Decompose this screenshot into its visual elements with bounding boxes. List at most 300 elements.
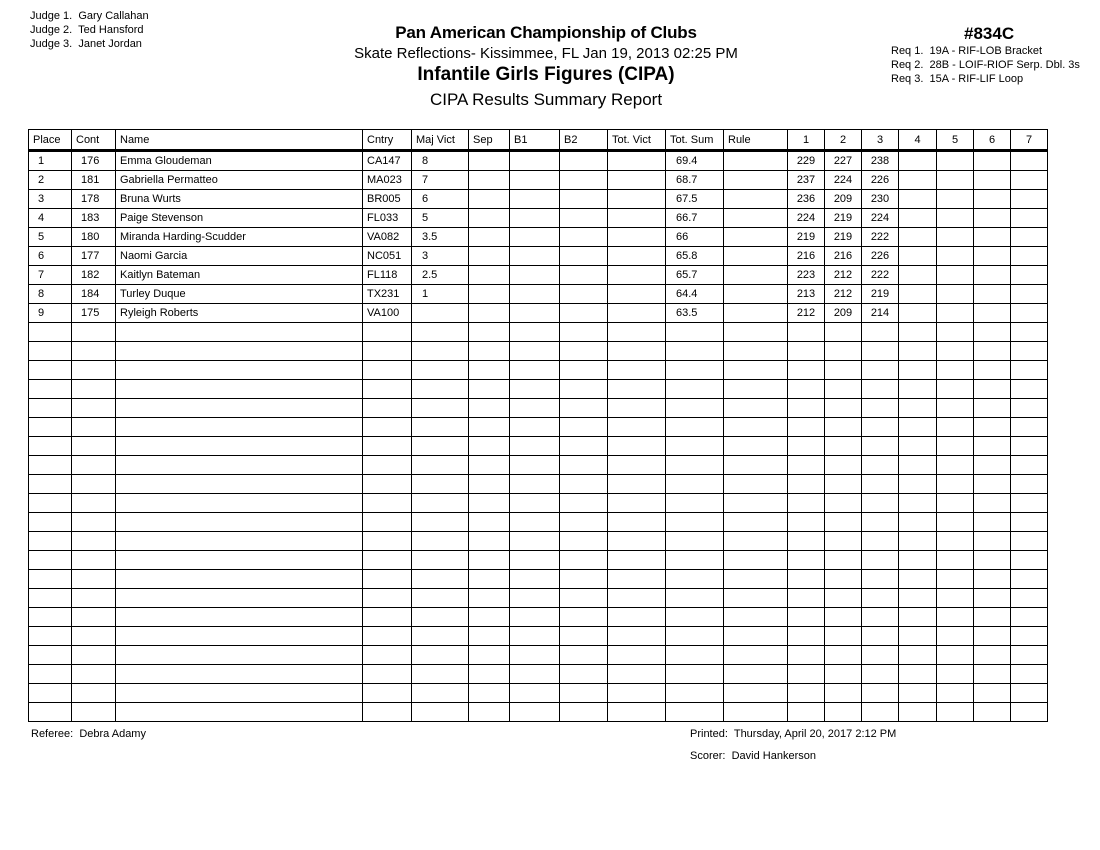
- table-row: [29, 285, 1048, 304]
- cell-cont: 181: [72, 171, 116, 190]
- cell-cont: 180: [72, 228, 116, 247]
- cell-judge-5: [937, 342, 974, 361]
- cell-tot-vict: [608, 151, 666, 171]
- cell-maj-vict: [412, 418, 469, 437]
- cell-name: [116, 456, 363, 475]
- cell-sep: [469, 684, 510, 703]
- cell-tot-vict: [608, 342, 666, 361]
- cell-judge-3: 226: [862, 247, 899, 266]
- cell-judge-3: [862, 570, 899, 589]
- cell-name: [116, 551, 363, 570]
- cell-cntry: [363, 589, 412, 608]
- cell-tot-vict: [608, 266, 666, 285]
- cell-judge-7: [1011, 665, 1048, 684]
- cell-tot-vict: [608, 190, 666, 209]
- cell-maj-vict: [412, 513, 469, 532]
- cell-b2: [560, 228, 608, 247]
- cell-judge-3: [862, 665, 899, 684]
- cell-judge-5: [937, 247, 974, 266]
- cell-b1: [510, 342, 560, 361]
- cell-judge-4: [899, 551, 937, 570]
- cell-cntry: [363, 570, 412, 589]
- cell-place: [29, 627, 72, 646]
- cell-judge-5: [937, 570, 974, 589]
- cell-tot-sum: [666, 399, 724, 418]
- cell-judge-2: [825, 437, 862, 456]
- cell-judge-7: [1011, 684, 1048, 703]
- cell-judge-6: [974, 475, 1011, 494]
- col-header-maj-vict: Maj Vict: [412, 130, 469, 151]
- cell-cont: [72, 494, 116, 513]
- cell-judge-4: [899, 608, 937, 627]
- cell-tot-sum: [666, 380, 724, 399]
- cell-place: [29, 494, 72, 513]
- cell-judge-2: [825, 589, 862, 608]
- cell-tot-vict: [608, 361, 666, 380]
- cell-judge-2: [825, 665, 862, 684]
- cell-cont: [72, 475, 116, 494]
- cell-judge-6: [974, 703, 1011, 722]
- table-row-empty: [29, 627, 1048, 646]
- cell-judge-4: [899, 304, 937, 323]
- cell-judge-4: [899, 513, 937, 532]
- cell-judge-1: [788, 323, 825, 342]
- cell-cntry: BR005: [363, 190, 412, 209]
- cell-rule: [724, 703, 788, 722]
- col-header-judge-2: 2: [825, 130, 862, 151]
- cell-judge-5: [937, 304, 974, 323]
- cell-name: [116, 627, 363, 646]
- cell-cont: 176: [72, 151, 116, 171]
- cell-judge-6: [974, 247, 1011, 266]
- cell-b1: [510, 494, 560, 513]
- cell-cont: 184: [72, 285, 116, 304]
- cell-judge-2: [825, 513, 862, 532]
- cell-tot-vict: [608, 285, 666, 304]
- cell-judge-4: [899, 418, 937, 437]
- cell-b1: [510, 304, 560, 323]
- cell-judge-4: [899, 285, 937, 304]
- cell-judge-4: [899, 171, 937, 190]
- cell-b1: [510, 285, 560, 304]
- cell-tot-vict: [608, 475, 666, 494]
- cell-cont: 182: [72, 266, 116, 285]
- cell-sep: [469, 570, 510, 589]
- cell-judge-7: [1011, 608, 1048, 627]
- cell-judge-7: [1011, 190, 1048, 209]
- cell-b1: [510, 437, 560, 456]
- table-header-row: [29, 130, 1048, 151]
- cell-cont: [72, 570, 116, 589]
- cell-judge-6: [974, 608, 1011, 627]
- cell-b2: [560, 304, 608, 323]
- table-row-empty: [29, 665, 1048, 684]
- cell-rule: [724, 399, 788, 418]
- cell-judge-5: [937, 361, 974, 380]
- cell-rule: [724, 532, 788, 551]
- cell-judge-4: [899, 323, 937, 342]
- cell-judge-5: [937, 190, 974, 209]
- cell-tot-sum: [666, 608, 724, 627]
- cell-b1: [510, 703, 560, 722]
- cell-judge-4: [899, 361, 937, 380]
- col-header-judge-1: 1: [788, 130, 825, 151]
- cell-b2: [560, 456, 608, 475]
- cell-judge-1: 223: [788, 266, 825, 285]
- cell-judge-2: [825, 399, 862, 418]
- cell-maj-vict: 2.5: [412, 266, 469, 285]
- cell-name: [116, 399, 363, 418]
- cell-maj-vict: [412, 456, 469, 475]
- cell-judge-3: [862, 494, 899, 513]
- cell-judge-6: [974, 551, 1011, 570]
- cell-judge-1: 236: [788, 190, 825, 209]
- table-row-empty: [29, 361, 1048, 380]
- cell-sep: [469, 171, 510, 190]
- cell-cntry: [363, 703, 412, 722]
- cell-name: [116, 361, 363, 380]
- cell-judge-4: [899, 589, 937, 608]
- cell-sep: [469, 494, 510, 513]
- cell-maj-vict: 3.5: [412, 228, 469, 247]
- cell-tot-vict: [608, 665, 666, 684]
- cell-b1: [510, 323, 560, 342]
- competition-title: Pan American Championship of Clubs: [395, 23, 697, 42]
- cell-tot-vict: [608, 494, 666, 513]
- cell-place: [29, 665, 72, 684]
- cell-judge-3: 219: [862, 285, 899, 304]
- cell-judge-7: [1011, 209, 1048, 228]
- cell-judge-1: 237: [788, 171, 825, 190]
- cell-b2: [560, 361, 608, 380]
- cell-place: 5: [29, 228, 72, 247]
- judge-1: Judge 1. Gary Callahan: [30, 10, 149, 22]
- cell-name: [116, 342, 363, 361]
- col-header-judge-4: 4: [899, 130, 937, 151]
- cell-judge-1: [788, 456, 825, 475]
- cell-place: [29, 646, 72, 665]
- cell-judge-2: 219: [825, 228, 862, 247]
- cell-b2: [560, 551, 608, 570]
- cell-tot-sum: [666, 589, 724, 608]
- cell-maj-vict: [412, 646, 469, 665]
- cell-tot-sum: 65.8: [666, 247, 724, 266]
- cell-b1: [510, 532, 560, 551]
- cell-rule: [724, 494, 788, 513]
- table-row-empty: [29, 589, 1048, 608]
- cell-tot-sum: 69.4: [666, 151, 724, 171]
- cell-place: 2: [29, 171, 72, 190]
- cell-maj-vict: [412, 399, 469, 418]
- cell-place: 9: [29, 304, 72, 323]
- cell-b1: [510, 228, 560, 247]
- cell-b1: [510, 151, 560, 171]
- cell-judge-6: [974, 323, 1011, 342]
- col-header-b1: B1: [510, 130, 560, 151]
- cell-judge-6: [974, 190, 1011, 209]
- cell-judge-3: [862, 684, 899, 703]
- cell-place: [29, 570, 72, 589]
- cell-rule: [724, 285, 788, 304]
- cell-rule: [724, 361, 788, 380]
- cell-judge-6: [974, 228, 1011, 247]
- cell-tot-vict: [608, 551, 666, 570]
- cell-judge-1: [788, 570, 825, 589]
- table-row-empty: [29, 418, 1048, 437]
- table-row-empty: [29, 608, 1048, 627]
- cell-cont: [72, 608, 116, 627]
- cell-judge-3: [862, 380, 899, 399]
- cell-b1: [510, 456, 560, 475]
- cell-name: [116, 570, 363, 589]
- cell-judge-7: [1011, 456, 1048, 475]
- cell-judge-5: [937, 513, 974, 532]
- cell-cntry: [363, 380, 412, 399]
- cell-judge-7: [1011, 171, 1048, 190]
- cell-judge-2: 219: [825, 209, 862, 228]
- cell-judge-3: [862, 703, 899, 722]
- cell-name: [116, 437, 363, 456]
- cell-name: [116, 475, 363, 494]
- cell-judge-2: [825, 703, 862, 722]
- cell-rule: [724, 437, 788, 456]
- cell-judge-2: [825, 418, 862, 437]
- table-row: [29, 247, 1048, 266]
- cell-judge-6: [974, 361, 1011, 380]
- cell-judge-6: [974, 437, 1011, 456]
- cell-judge-7: [1011, 304, 1048, 323]
- cell-judge-3: [862, 513, 899, 532]
- cell-cntry: TX231: [363, 285, 412, 304]
- cell-place: 1: [29, 151, 72, 171]
- cell-judge-2: 212: [825, 266, 862, 285]
- scorer: Scorer: David Hankerson: [690, 750, 816, 762]
- cell-judge-5: [937, 608, 974, 627]
- cell-judge-5: [937, 627, 974, 646]
- cell-judge-1: [788, 342, 825, 361]
- cell-cntry: VA082: [363, 228, 412, 247]
- cell-tot-vict: [608, 437, 666, 456]
- cell-maj-vict: [412, 342, 469, 361]
- cell-judge-1: 219: [788, 228, 825, 247]
- cell-tot-vict: [608, 228, 666, 247]
- referee-name: Debra Adamy: [79, 728, 146, 740]
- event-name: Infantile Girls Figures (CIPA): [417, 64, 675, 85]
- cell-cont: [72, 589, 116, 608]
- cell-cont: [72, 513, 116, 532]
- cell-judge-4: [899, 684, 937, 703]
- cell-judge-4: [899, 475, 937, 494]
- cell-judge-2: [825, 456, 862, 475]
- cell-judge-3: 238: [862, 151, 899, 171]
- cell-name: [116, 684, 363, 703]
- cell-cont: [72, 665, 116, 684]
- cell-cntry: [363, 494, 412, 513]
- cell-judge-5: [937, 171, 974, 190]
- cell-judge-5: [937, 589, 974, 608]
- cell-judge-6: [974, 266, 1011, 285]
- cell-place: [29, 589, 72, 608]
- cell-judge-1: [788, 646, 825, 665]
- cell-maj-vict: [412, 494, 469, 513]
- table-row-empty: [29, 684, 1048, 703]
- cell-maj-vict: [412, 608, 469, 627]
- cell-judge-6: [974, 151, 1011, 171]
- cell-sep: [469, 342, 510, 361]
- cell-judge-1: 229: [788, 151, 825, 171]
- cell-b1: [510, 171, 560, 190]
- cell-cntry: [363, 475, 412, 494]
- cell-judge-2: [825, 342, 862, 361]
- cell-judge-6: [974, 665, 1011, 684]
- cell-tot-vict: [608, 247, 666, 266]
- cell-judge-2: [825, 551, 862, 570]
- cell-cont: [72, 399, 116, 418]
- cell-rule: [724, 418, 788, 437]
- table-row: [29, 171, 1048, 190]
- cell-judge-4: [899, 665, 937, 684]
- cell-maj-vict: 3: [412, 247, 469, 266]
- cell-judge-5: [937, 475, 974, 494]
- cell-tot-vict: [608, 323, 666, 342]
- cell-name: [116, 608, 363, 627]
- cell-cont: [72, 646, 116, 665]
- cell-b1: [510, 266, 560, 285]
- cell-b1: [510, 665, 560, 684]
- cell-judge-4: [899, 266, 937, 285]
- cell-place: [29, 380, 72, 399]
- cell-b2: [560, 418, 608, 437]
- cell-maj-vict: 5: [412, 209, 469, 228]
- cell-judge-6: [974, 646, 1011, 665]
- cell-judge-7: [1011, 151, 1048, 171]
- cell-tot-sum: [666, 646, 724, 665]
- cell-name: Emma Gloudeman: [116, 151, 363, 171]
- cell-rule: [724, 589, 788, 608]
- cell-judge-3: [862, 456, 899, 475]
- cell-rule: [724, 665, 788, 684]
- cell-cntry: [363, 684, 412, 703]
- col-header-cntry: Cntry: [363, 130, 412, 151]
- cell-name: Turley Duque: [116, 285, 363, 304]
- cell-tot-sum: 66: [666, 228, 724, 247]
- cell-cont: [72, 456, 116, 475]
- cell-maj-vict: [412, 589, 469, 608]
- cell-cntry: [363, 437, 412, 456]
- cell-judge-3: [862, 323, 899, 342]
- cell-tot-vict: [608, 171, 666, 190]
- cell-name: Ryleigh Roberts: [116, 304, 363, 323]
- cell-judge-3: [862, 418, 899, 437]
- cell-b2: [560, 570, 608, 589]
- cell-tot-sum: [666, 342, 724, 361]
- cell-tot-sum: [666, 684, 724, 703]
- cell-tot-sum: [666, 627, 724, 646]
- cell-judge-7: [1011, 361, 1048, 380]
- cell-rule: [724, 513, 788, 532]
- cell-tot-vict: [608, 627, 666, 646]
- cell-b2: [560, 437, 608, 456]
- cell-sep: [469, 418, 510, 437]
- cell-cntry: NC051: [363, 247, 412, 266]
- cell-judge-2: 212: [825, 285, 862, 304]
- cell-rule: [724, 304, 788, 323]
- cell-b2: [560, 608, 608, 627]
- cell-tot-sum: [666, 494, 724, 513]
- cell-judge-1: 216: [788, 247, 825, 266]
- cell-maj-vict: [412, 627, 469, 646]
- table-row: [29, 304, 1048, 323]
- cell-tot-sum: 63.5: [666, 304, 724, 323]
- cell-tot-vict: [608, 703, 666, 722]
- cell-judge-1: [788, 475, 825, 494]
- cell-judge-2: 216: [825, 247, 862, 266]
- cell-tot-sum: 64.4: [666, 285, 724, 304]
- cell-sep: [469, 646, 510, 665]
- results-table: [28, 129, 1048, 722]
- cell-judge-1: [788, 684, 825, 703]
- cell-judge-5: [937, 209, 974, 228]
- cell-sep: [469, 228, 510, 247]
- cell-name: [116, 380, 363, 399]
- cell-judge-2: 227: [825, 151, 862, 171]
- cell-tot-sum: 68.7: [666, 171, 724, 190]
- cell-place: 4: [29, 209, 72, 228]
- table-row: [29, 151, 1048, 171]
- cell-b1: [510, 684, 560, 703]
- cell-tot-sum: [666, 323, 724, 342]
- cell-judge-4: [899, 342, 937, 361]
- col-header-judge-5: 5: [937, 130, 974, 151]
- cell-place: [29, 399, 72, 418]
- cell-cntry: [363, 551, 412, 570]
- col-header-rule: Rule: [724, 130, 788, 151]
- cell-sep: [469, 285, 510, 304]
- cell-place: [29, 532, 72, 551]
- cell-judge-4: [899, 380, 937, 399]
- cell-place: [29, 323, 72, 342]
- cell-judge-2: [825, 494, 862, 513]
- table-row-empty: [29, 646, 1048, 665]
- cell-rule: [724, 342, 788, 361]
- cell-name: [116, 703, 363, 722]
- requirement-2: Req 2. 28B - LOIF-RIOF Serp. Dbl. 3s: [891, 59, 1080, 71]
- cell-judge-6: [974, 589, 1011, 608]
- table-row: [29, 190, 1048, 209]
- cell-judge-5: [937, 228, 974, 247]
- printed-date: Printed: Thursday, April 20, 2017 2:12 PM: [690, 728, 897, 740]
- cell-place: [29, 418, 72, 437]
- cell-maj-vict: [412, 532, 469, 551]
- table-row-empty: [29, 494, 1048, 513]
- cell-judge-1: [788, 494, 825, 513]
- table-row: [29, 228, 1048, 247]
- cell-judge-6: [974, 684, 1011, 703]
- cell-judge-7: [1011, 380, 1048, 399]
- cell-cont: [72, 380, 116, 399]
- cell-judge-5: [937, 418, 974, 437]
- cell-judge-1: [788, 437, 825, 456]
- cell-rule: [724, 266, 788, 285]
- cell-judge-7: [1011, 285, 1048, 304]
- cell-maj-vict: [412, 304, 469, 323]
- cell-cntry: [363, 418, 412, 437]
- cell-place: 6: [29, 247, 72, 266]
- cell-name: Bruna Wurts: [116, 190, 363, 209]
- cell-b2: [560, 323, 608, 342]
- cell-sep: [469, 266, 510, 285]
- cell-cntry: [363, 513, 412, 532]
